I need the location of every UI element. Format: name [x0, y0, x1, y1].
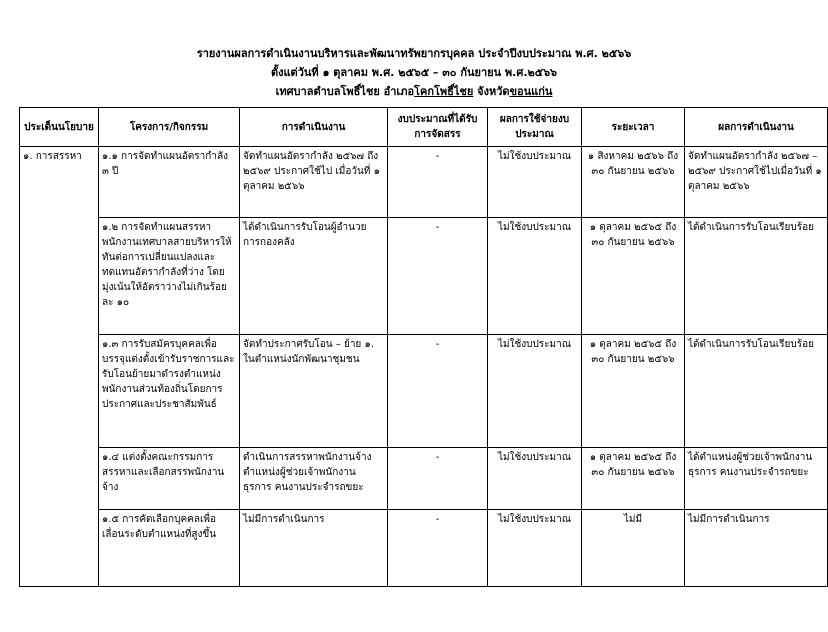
column-header-result: ผลการดำเนินงาน — [685, 108, 828, 147]
report-header — [0, 44, 828, 101]
action-cell: ได้ดำเนินการรับโอนผู้อำนวยการกองคลัง — [240, 218, 388, 335]
policy-cell: ๑. การสรรหา — [20, 147, 99, 587]
budget-cell: - — [388, 218, 488, 335]
column-header-spending: ผลการใช้จ่ายงบประมาณ — [488, 108, 582, 147]
province-label: จังหวัด — [473, 85, 510, 98]
spending-cell: ไม่ใช้งบประมาณ — [488, 448, 582, 510]
project-cell: ๑.๓ การรับสมัครบุคคลเพื่อบรรจุแต่งตั้งเข้ารับราชการและรับโอนย้ายมาดำรงตำแหน่งพนักงานส่วนท้องถิ่นโดยการประกาศและประชาสัมพันธ์ — [99, 335, 240, 448]
result-cell: ได้ดำเนินการรับโอนเรียบร้อย — [685, 335, 828, 448]
budget-cell: - — [388, 510, 488, 587]
column-header-policy: ประเด็นนโยบาย — [20, 108, 99, 147]
table-row — [20, 448, 828, 510]
table-row — [20, 335, 828, 448]
report-period: ตั้งแต่วันที่ ๑ ตุลาคม พ.ศ. ๒๕๖๕ – ๓๐ กันยายน พ.ศ.๒๕๖๖ — [270, 66, 558, 79]
table-header-row — [20, 108, 828, 147]
project-cell: ๑.๔ แต่งตั้งคณะกรรมการสรรหาและเลือกสรรพนักงานจ้าง — [99, 448, 240, 510]
project-cell: ๑.๕ การคัดเลือกบุคคลเพื่อเลื่อนระดับตำแหน่งที่สูงขึ้น — [99, 510, 240, 587]
action-cell: จัดทำแผนอัตรากำลัง ๒๕๖๗ ถึง ๒๕๖๙ ประกาศใช้ไป เมื่อวันที่ ๑ ตุลาคม ๒๕๖๖ — [240, 147, 388, 218]
report-organization — [0, 82, 828, 101]
period-cell: ๑ ตุลาคม ๒๕๖๕ ถึง ๓๐ กันยายน ๒๕๖๖ — [582, 218, 685, 335]
table-row — [20, 218, 828, 335]
column-header-action: การดำเนินงาน — [240, 108, 388, 147]
table-row — [20, 147, 828, 218]
action-cell: ไม่มีการดำเนินการ — [240, 510, 388, 587]
budget-cell: - — [388, 147, 488, 218]
report-table — [19, 107, 828, 587]
spending-cell: ไม่ใช้งบประมาณ — [488, 147, 582, 218]
column-header-period: ระยะเวลา — [582, 108, 685, 147]
province-name: ขอนแก่น — [509, 85, 553, 98]
column-header-budget: งบประมาณที่ได้รับการจัดสรร — [388, 108, 488, 147]
result-cell: ได้ตำแหน่งผู้ช่วยเจ้าพนักงานธุรการ คนงานประจำรถขยะ — [685, 448, 828, 510]
period-cell: ๑ ตุลาคม ๒๕๖๕ ถึง ๓๐ กันยายน ๒๕๖๖ — [582, 448, 685, 510]
spending-cell: ไม่ใช้งบประมาณ — [488, 335, 582, 448]
organization-prefix: เทศบาลตำบลโพธิ์ไชย อำเภอ — [275, 85, 415, 98]
project-cell: ๑.๒ การจัดทำแผนสรรหาพนักงานเทศบาลสายบริหารให้ทันต่อการเปลี่ยนแปลงและทดแทนอัตรากำลังที่ว่าง โดยมุ่งเน้นให้อัตราว่างไม่เกินร้อยละ ๑๐ — [99, 218, 240, 335]
project-cell: ๑.๑ การจัดทำแผนอัตรากำลัง ๓ ปี — [99, 147, 240, 218]
report-title: รายงานผลการดำเนินงานบริหารและพัฒนาทรัพยากรบุคคล ประจำปีงบประมาณ พ.ศ. ๒๕๖๖ — [196, 47, 632, 60]
result-cell: จัดทำแผนอัตรากำลัง ๒๕๖๗ – ๒๕๖๙ ประกาศใช้ไปเมื่อวันที่ ๑ ตุลาคม ๒๕๖๖ — [685, 147, 828, 218]
budget-cell: - — [388, 335, 488, 448]
result-cell: ไม่มีการดำเนินการ — [685, 510, 828, 587]
table-row — [20, 510, 828, 587]
spending-cell: ไม่ใช้งบประมาณ — [488, 218, 582, 335]
column-header-project: โครงการ/กิจกรรม — [99, 108, 240, 147]
period-cell: ไม่มี — [582, 510, 685, 587]
result-cell: ได้ดำเนินการรับโอนเรียบร้อย — [685, 218, 828, 335]
budget-cell: - — [388, 448, 488, 510]
spending-cell: ไม่ใช้งบประมาณ — [488, 510, 582, 587]
district-name: โคกโพธิ์ไชย — [414, 85, 474, 98]
action-cell: จัดทำประกาศรับโอน – ย้าย ๑. ในตำแหน่งนักพัฒนาชุมชน — [240, 335, 388, 448]
period-cell: ๑ ตุลาคม ๒๕๖๕ ถึง ๓๐ กันยายน ๒๕๖๖ — [582, 335, 685, 448]
action-cell: ดำเนินการสรรหาพนักงานจ้างตำแหน่งผู้ช่วยเจ้าพนักงานธุรการ คนงานประจำรถขยะ — [240, 448, 388, 510]
period-cell: ๑ สิงหาคม ๒๕๖๖ ถึง ๓๐ กันยายน ๒๕๖๖ — [582, 147, 685, 218]
